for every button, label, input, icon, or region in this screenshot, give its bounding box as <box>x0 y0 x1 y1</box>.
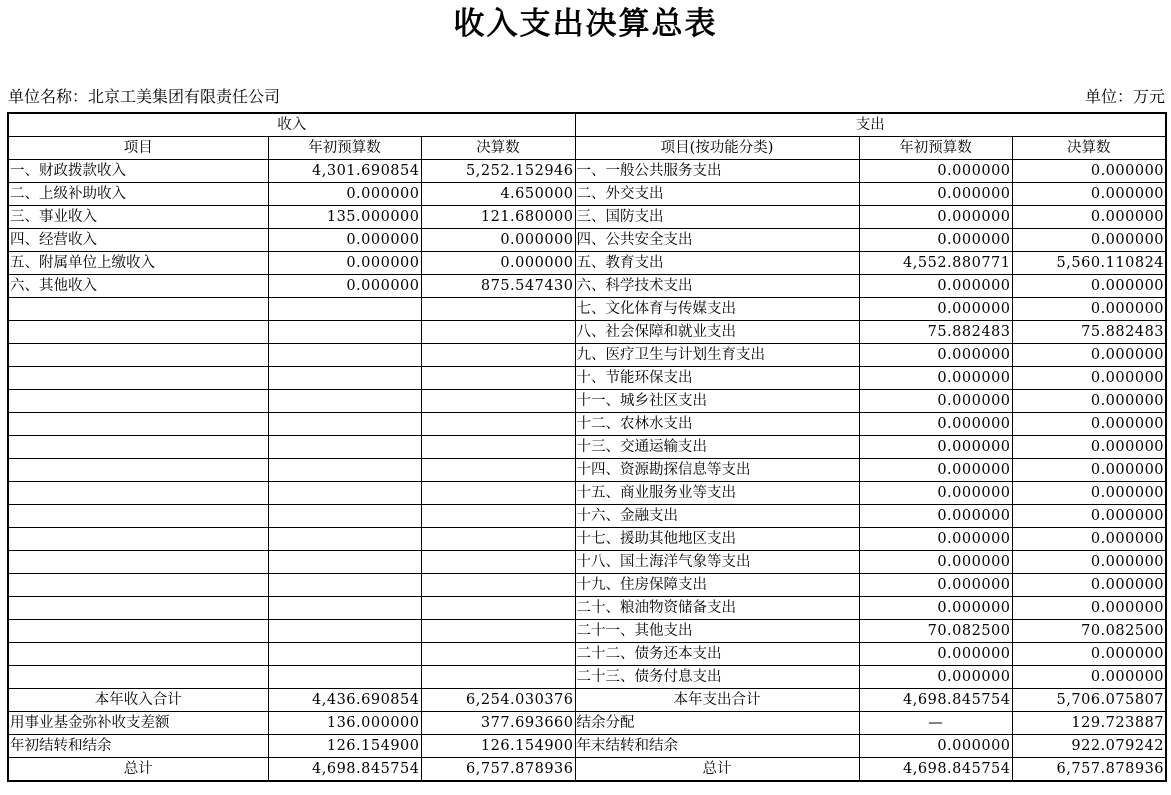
expense-item-cell: 十七、援助其他地区支出 <box>575 528 859 551</box>
income-budget-cell <box>268 597 421 620</box>
expense-budget-cell: 0.000000 <box>859 666 1012 689</box>
income-budget-cell <box>268 413 421 436</box>
expense-budget-cell: 0.000000 <box>859 390 1012 413</box>
income-item-cell <box>8 551 268 574</box>
income-item-cell <box>8 367 268 390</box>
expense-summary-budget: — <box>859 712 1012 735</box>
table-row <box>8 551 1166 574</box>
income-final-cell: 0.000000 <box>421 252 575 275</box>
income-item-cell: 四、经营收入 <box>8 229 268 252</box>
expense-budget-cell: 0.000000 <box>859 367 1012 390</box>
expense-item-cell: 二十、粮油物资储备支出 <box>575 597 859 620</box>
expense-budget-cell: 0.000000 <box>859 574 1012 597</box>
income-summary-budget: 4,436.690854 <box>268 689 421 712</box>
expense-item-cell: 十一、城乡社区支出 <box>575 390 859 413</box>
table-body <box>8 113 1166 781</box>
expense-summary-label: 结余分配 <box>575 712 859 735</box>
expense-final-cell: 70.082500 <box>1012 620 1166 643</box>
income-final-cell <box>421 666 575 689</box>
income-budget-cell <box>268 390 421 413</box>
expense-budget-cell: 0.000000 <box>859 275 1012 298</box>
expense-final-cell: 0.000000 <box>1012 183 1166 206</box>
income-budget-cell <box>268 620 421 643</box>
expense-item-header: 项目(按功能分类) <box>575 137 859 160</box>
expense-summary-budget: 0.000000 <box>859 735 1012 758</box>
income-final-cell: 0.000000 <box>421 229 575 252</box>
expense-final-cell: 0.000000 <box>1012 574 1166 597</box>
income-budget-cell <box>268 643 421 666</box>
table-row <box>8 183 1166 206</box>
expense-final-cell: 0.000000 <box>1012 344 1166 367</box>
income-budget-cell: 0.000000 <box>268 252 421 275</box>
expense-item-cell: 二十三、债务付息支出 <box>575 666 859 689</box>
expense-item-cell: 一、一般公共服务支出 <box>575 160 859 183</box>
income-budget-cell <box>268 298 421 321</box>
expense-budget-cell: 70.082500 <box>859 620 1012 643</box>
table-row <box>8 413 1166 436</box>
income-item-header: 项目 <box>8 137 268 160</box>
expense-final-cell: 0.000000 <box>1012 643 1166 666</box>
table-row <box>8 574 1166 597</box>
income-summary-final: 6,757.878936 <box>421 758 575 782</box>
expense-budget-cell: 0.000000 <box>859 229 1012 252</box>
expense-item-cell: 五、教育支出 <box>575 252 859 275</box>
expense-summary-final: 6,757.878936 <box>1012 758 1166 782</box>
expense-summary-label: 总计 <box>575 758 859 782</box>
expense-item-cell: 十二、农林水支出 <box>575 413 859 436</box>
income-item-cell: 五、附属单位上缴收入 <box>8 252 268 275</box>
income-final-cell: 875.547430 <box>421 275 575 298</box>
income-budget-cell <box>268 528 421 551</box>
table-row <box>8 505 1166 528</box>
expense-budget-cell: 0.000000 <box>859 482 1012 505</box>
income-budget-cell <box>268 367 421 390</box>
expense-final-cell: 0.000000 <box>1012 505 1166 528</box>
expense-summary-budget: 4,698.845754 <box>859 689 1012 712</box>
expense-final-cell: 75.882483 <box>1012 321 1166 344</box>
table-row <box>8 643 1166 666</box>
income-item-cell <box>8 528 268 551</box>
income-budget-cell: 0.000000 <box>268 183 421 206</box>
summary-row <box>8 689 1166 712</box>
expense-final-cell: 0.000000 <box>1012 275 1166 298</box>
expense-budget-cell: 0.000000 <box>859 160 1012 183</box>
expense-budget-cell: 0.000000 <box>859 183 1012 206</box>
table-row <box>8 620 1166 643</box>
income-final-cell <box>421 459 575 482</box>
income-final-cell <box>421 298 575 321</box>
expense-budget-cell: 75.882483 <box>859 321 1012 344</box>
table-row <box>8 390 1166 413</box>
expense-budget-cell: 0.000000 <box>859 643 1012 666</box>
income-summary-final: 377.693660 <box>421 712 575 735</box>
table-row <box>8 206 1166 229</box>
summary-row <box>8 735 1166 758</box>
expense-final-cell: 0.000000 <box>1012 367 1166 390</box>
income-summary-budget: 136.000000 <box>268 712 421 735</box>
table-row <box>8 482 1166 505</box>
expense-final-cell: 0.000000 <box>1012 551 1166 574</box>
income-item-cell <box>8 321 268 344</box>
income-budget-cell <box>268 321 421 344</box>
expense-final-cell: 0.000000 <box>1012 229 1166 252</box>
income-final-cell <box>421 436 575 459</box>
income-summary-label: 总计 <box>8 758 268 782</box>
expense-budget-cell: 0.000000 <box>859 298 1012 321</box>
income-item-cell <box>8 574 268 597</box>
income-budget-header: 年初预算数 <box>268 137 421 160</box>
expense-summary-final: 5,706.075807 <box>1012 689 1166 712</box>
income-item-cell <box>8 459 268 482</box>
expense-budget-cell: 0.000000 <box>859 551 1012 574</box>
income-budget-cell: 135.000000 <box>268 206 421 229</box>
income-item-cell <box>8 344 268 367</box>
expense-final-header: 决算数 <box>1012 137 1166 160</box>
table-row <box>8 160 1166 183</box>
table-row <box>8 436 1166 459</box>
income-item-cell <box>8 298 268 321</box>
income-budget-cell <box>268 344 421 367</box>
expense-final-cell: 0.000000 <box>1012 528 1166 551</box>
income-final-cell <box>421 643 575 666</box>
table-row <box>8 275 1166 298</box>
expense-final-cell: 0.000000 <box>1012 390 1166 413</box>
income-item-cell <box>8 436 268 459</box>
budget-summary-table <box>7 112 1167 782</box>
income-final-cell <box>421 367 575 390</box>
income-final-cell <box>421 574 575 597</box>
income-budget-cell: 0.000000 <box>268 275 421 298</box>
income-budget-cell <box>268 436 421 459</box>
income-final-header: 决算数 <box>421 137 575 160</box>
income-final-cell <box>421 620 575 643</box>
income-final-cell <box>421 482 575 505</box>
expense-budget-cell: 0.000000 <box>859 344 1012 367</box>
expense-final-cell: 0.000000 <box>1012 459 1166 482</box>
income-item-cell <box>8 482 268 505</box>
income-final-cell <box>421 528 575 551</box>
income-final-cell <box>421 413 575 436</box>
income-item-cell <box>8 413 268 436</box>
income-item-cell <box>8 597 268 620</box>
expense-item-cell: 二、外交支出 <box>575 183 859 206</box>
income-budget-cell <box>268 551 421 574</box>
expense-item-cell: 二十二、债务还本支出 <box>575 643 859 666</box>
expense-item-cell: 十、节能环保支出 <box>575 367 859 390</box>
table-row <box>8 597 1166 620</box>
expense-item-cell: 六、科学技术支出 <box>575 275 859 298</box>
income-summary-budget: 126.154900 <box>268 735 421 758</box>
expense-final-cell: 0.000000 <box>1012 413 1166 436</box>
income-final-cell <box>421 551 575 574</box>
expense-item-cell: 七、文化体育与传媒支出 <box>575 298 859 321</box>
summary-row <box>8 712 1166 735</box>
income-item-cell <box>8 643 268 666</box>
expense-summary-budget: 4,698.845754 <box>859 758 1012 782</box>
expense-final-cell: 5,560.110824 <box>1012 252 1166 275</box>
expense-item-cell: 四、公共安全支出 <box>575 229 859 252</box>
expense-item-cell: 二十一、其他支出 <box>575 620 859 643</box>
expense-final-cell: 0.000000 <box>1012 597 1166 620</box>
expense-budget-cell: 0.000000 <box>859 206 1012 229</box>
expense-summary-final: 129.723887 <box>1012 712 1166 735</box>
income-summary-final: 6,254.030376 <box>421 689 575 712</box>
table-row <box>8 298 1166 321</box>
income-summary-label: 本年收入合计 <box>8 689 268 712</box>
income-item-cell: 六、其他收入 <box>8 275 268 298</box>
income-budget-cell <box>268 459 421 482</box>
expense-budget-cell: 0.000000 <box>859 597 1012 620</box>
expense-final-cell: 0.000000 <box>1012 666 1166 689</box>
income-final-cell: 121.680000 <box>421 206 575 229</box>
income-item-cell <box>8 390 268 413</box>
income-budget-cell: 0.000000 <box>268 229 421 252</box>
income-summary-budget: 4,698.845754 <box>268 758 421 782</box>
income-item-cell: 三、事业收入 <box>8 206 268 229</box>
income-final-cell: 5,252.152946 <box>421 160 575 183</box>
table-row <box>8 344 1166 367</box>
expense-item-cell: 九、医疗卫生与计划生育支出 <box>575 344 859 367</box>
expense-item-cell: 八、社会保障和就业支出 <box>575 321 859 344</box>
table-row <box>8 367 1166 390</box>
table-row <box>8 666 1166 689</box>
income-header: 收入 <box>8 113 575 137</box>
expense-budget-cell: 0.000000 <box>859 459 1012 482</box>
table-row <box>8 459 1166 482</box>
expense-item-cell: 十五、商业服务业等支出 <box>575 482 859 505</box>
income-budget-cell <box>268 574 421 597</box>
income-budget-cell <box>268 505 421 528</box>
expense-summary-final: 922.079242 <box>1012 735 1166 758</box>
income-final-cell <box>421 344 575 367</box>
expense-budget-cell: 4,552.880771 <box>859 252 1012 275</box>
income-item-cell: 二、上级补助收入 <box>8 183 268 206</box>
expense-item-cell: 十六、金融支出 <box>575 505 859 528</box>
income-budget-cell <box>268 482 421 505</box>
expense-item-cell: 十三、交通运输支出 <box>575 436 859 459</box>
expense-summary-label: 本年支出合计 <box>575 689 859 712</box>
income-budget-cell: 4,301.690854 <box>268 160 421 183</box>
table-row <box>8 252 1166 275</box>
income-final-cell <box>421 597 575 620</box>
income-final-cell <box>421 321 575 344</box>
table-row <box>8 229 1166 252</box>
income-item-cell <box>8 666 268 689</box>
expense-final-cell: 0.000000 <box>1012 206 1166 229</box>
table-row <box>8 321 1166 344</box>
income-final-cell: 4.650000 <box>421 183 575 206</box>
income-summary-final: 126.154900 <box>421 735 575 758</box>
income-item-cell <box>8 505 268 528</box>
header-row-group <box>8 113 1166 137</box>
expense-item-cell: 十八、国土海洋气象等支出 <box>575 551 859 574</box>
expense-budget-cell: 0.000000 <box>859 436 1012 459</box>
table-row <box>8 528 1166 551</box>
header-row-columns <box>8 137 1166 160</box>
expense-budget-cell: 0.000000 <box>859 505 1012 528</box>
expense-budget-cell: 0.000000 <box>859 413 1012 436</box>
expense-final-cell: 0.000000 <box>1012 482 1166 505</box>
income-final-cell <box>421 505 575 528</box>
income-item-cell: 一、财政拨款收入 <box>8 160 268 183</box>
income-summary-label: 年初结转和结余 <box>8 735 268 758</box>
expense-item-cell: 三、国防支出 <box>575 206 859 229</box>
unit-label: 单位：万元 <box>1084 87 1165 106</box>
total-row <box>8 758 1166 782</box>
expense-item-cell: 十四、资源勘探信息等支出 <box>575 459 859 482</box>
expense-budget-cell: 0.000000 <box>859 528 1012 551</box>
income-final-cell <box>421 390 575 413</box>
page-title: 收入支出决算总表 <box>453 6 718 42</box>
income-item-cell <box>8 620 268 643</box>
expense-header: 支出 <box>575 113 1166 137</box>
expense-budget-header: 年初预算数 <box>859 137 1012 160</box>
unit-name-label: 单位名称：北京工美集团有限责任公司 <box>8 87 281 106</box>
income-budget-cell <box>268 666 421 689</box>
expense-final-cell: 0.000000 <box>1012 160 1166 183</box>
expense-final-cell: 0.000000 <box>1012 298 1166 321</box>
expense-final-cell: 0.000000 <box>1012 436 1166 459</box>
expense-item-cell: 十九、住房保障支出 <box>575 574 859 597</box>
income-summary-label: 用事业基金弥补收支差额 <box>8 712 268 735</box>
expense-summary-label: 年末结转和结余 <box>575 735 859 758</box>
